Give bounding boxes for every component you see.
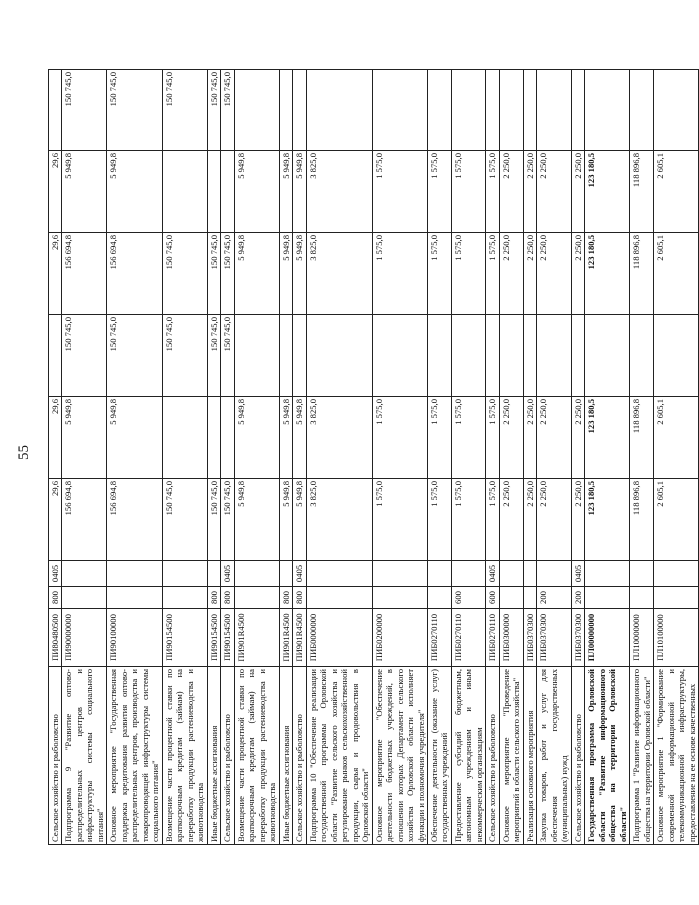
section-code bbox=[523, 561, 536, 587]
budget-table bbox=[48, 69, 699, 845]
section-code: 0405 bbox=[571, 561, 584, 587]
target-article-code: ПИ901R4500 bbox=[293, 609, 306, 667]
row-name: Подпрограмма 1 "Развитие информационного общества на территории Орловской области" bbox=[630, 667, 654, 845]
amount-total-2: 2 250,0 bbox=[571, 233, 584, 315]
amount-regional-2: 123 180,5 bbox=[585, 151, 630, 233]
amount-total-1: 3 825,0 bbox=[306, 479, 372, 561]
amount-total-2: 1 575,0 bbox=[372, 233, 427, 315]
target-article-code: ПИ90154500 bbox=[221, 609, 234, 667]
amount-regional-1 bbox=[162, 397, 207, 479]
amount-regional-1: 5 949,8 bbox=[62, 397, 107, 479]
amount-federal-2 bbox=[571, 70, 584, 151]
target-article-code: ПЛ00000000 bbox=[585, 609, 630, 667]
amount-federal-2 bbox=[234, 70, 279, 151]
row-name: Подпрограмма 9 "Развитие оптово-распределительных центров и инфраструктуры системы социального питания" bbox=[62, 667, 107, 845]
expense-type-code: 800 bbox=[207, 587, 220, 609]
amount-regional-2: 2 250,0 bbox=[571, 151, 584, 233]
amount-total-2: 150 745,0 bbox=[207, 233, 220, 315]
target-article-code: ПИ90154500 bbox=[162, 609, 207, 667]
target-article-code: ПИБ0270110 bbox=[451, 609, 485, 667]
expense-type-code bbox=[162, 587, 207, 609]
section-code bbox=[654, 561, 699, 587]
amount-federal-2: 150 745,0 bbox=[207, 70, 220, 151]
amount-federal-2 bbox=[306, 70, 372, 151]
amount-total-1: 5 949,8 bbox=[234, 479, 279, 561]
section-code bbox=[499, 561, 523, 587]
amount-total-2: 1 575,0 bbox=[486, 233, 499, 315]
amount-federal-2 bbox=[279, 70, 292, 151]
table-row bbox=[499, 70, 523, 845]
amount-federal-2 bbox=[372, 70, 427, 151]
amount-regional-2: 2 250,0 bbox=[537, 151, 571, 233]
amount-regional-1: 3 825,0 bbox=[306, 397, 372, 479]
expense-type-code bbox=[523, 587, 536, 609]
row-name: Возмещение части процентной ставки по краткосрочным кредитам (займам) на переработку продукции растениеводства и животноводства bbox=[162, 667, 207, 845]
table-row bbox=[221, 70, 234, 845]
amount-federal-1 bbox=[293, 315, 306, 397]
table-row bbox=[49, 70, 62, 845]
amount-total-2: 2 605,1 bbox=[654, 233, 699, 315]
amount-federal-1 bbox=[372, 315, 427, 397]
table-row bbox=[523, 70, 536, 845]
amount-regional-1: 2 605,1 bbox=[654, 397, 699, 479]
expense-type-code bbox=[654, 587, 699, 609]
table-row bbox=[654, 70, 699, 845]
amount-federal-2 bbox=[630, 70, 654, 151]
table-row bbox=[107, 70, 162, 845]
amount-regional-2: 29,6 bbox=[49, 151, 62, 233]
target-article-code: ПИ90100000 bbox=[107, 609, 162, 667]
amount-regional-1: 1 575,0 bbox=[451, 397, 485, 479]
amount-federal-2: 150 745,0 bbox=[162, 70, 207, 151]
table-row bbox=[306, 70, 372, 845]
row-name: Закупка товаров, работ и услуг для обеспечения государственных (муниципальных) нужд bbox=[537, 667, 571, 845]
amount-regional-1: 5 949,8 bbox=[293, 397, 306, 479]
target-article-code: ПИБ0270110 bbox=[486, 609, 499, 667]
amount-federal-1 bbox=[486, 315, 499, 397]
table-row bbox=[62, 70, 107, 845]
amount-regional-1 bbox=[207, 397, 220, 479]
amount-total-1: 5 949,8 bbox=[293, 479, 306, 561]
expense-type-code: 600 bbox=[486, 587, 499, 609]
row-name: Возмещение части процентной ставки по краткосрочным кредитам (займам) на переработку продукции растениеводства и животноводства bbox=[234, 667, 279, 845]
section-code bbox=[162, 561, 207, 587]
amount-regional-2: 118 896,8 bbox=[630, 151, 654, 233]
section-code bbox=[207, 561, 220, 587]
amount-federal-1: 150 745,0 bbox=[221, 315, 234, 397]
amount-total-1: 118 896,8 bbox=[630, 479, 654, 561]
row-name: Сельское хозяйство и рыболовство bbox=[221, 667, 234, 845]
row-name: Иные бюджетные ассигнования bbox=[207, 667, 220, 845]
amount-federal-1: 150 745,0 bbox=[107, 315, 162, 397]
amount-total-1: 5 949,8 bbox=[279, 479, 292, 561]
row-name: Предоставление субсидий бюджетным, автономным учреждениям и иным некоммерческим организациям bbox=[451, 667, 485, 845]
target-article-code: ПИБ0300000 bbox=[499, 609, 523, 667]
target-article-code: ПИБ0270110 bbox=[427, 609, 451, 667]
amount-total-1: 1 575,0 bbox=[486, 479, 499, 561]
table-row bbox=[537, 70, 571, 845]
row-name: Подпрограмма 10 "Обеспечение реализации государственной программы Орловской области "Развитие сельского хозяйства и регулирование рынков сельскохозяйственной продукции, сырья и продовольствия в Орловской области" bbox=[306, 667, 372, 845]
expense-type-code bbox=[306, 587, 372, 609]
expense-type-code bbox=[427, 587, 451, 609]
amount-federal-2: 150 745,0 bbox=[62, 70, 107, 151]
amount-regional-1: 118 896,8 bbox=[630, 397, 654, 479]
amount-total-1: 1 575,0 bbox=[451, 479, 485, 561]
amount-regional-1: 1 575,0 bbox=[372, 397, 427, 479]
section-code bbox=[107, 561, 162, 587]
amount-federal-1 bbox=[630, 315, 654, 397]
amount-regional-2: 5 949,8 bbox=[62, 151, 107, 233]
amount-total-2: 5 949,8 bbox=[293, 233, 306, 315]
amount-regional-2: 5 949,8 bbox=[279, 151, 292, 233]
amount-total-2: 123 180,5 bbox=[585, 233, 630, 315]
target-article-code: ПИБ0000000 bbox=[306, 609, 372, 667]
amount-federal-2 bbox=[654, 70, 699, 151]
page-number: 55 bbox=[16, 445, 32, 460]
table-row bbox=[451, 70, 485, 845]
expense-type-code: 800 bbox=[279, 587, 292, 609]
amount-federal-1 bbox=[523, 315, 536, 397]
amount-total-2: 29,6 bbox=[49, 233, 62, 315]
amount-federal-1 bbox=[571, 315, 584, 397]
expense-type-code: 200 bbox=[571, 587, 584, 609]
section-code: 0405 bbox=[49, 561, 62, 587]
row-name: Сельское хозяйство и рыболовство bbox=[571, 667, 584, 845]
amount-federal-1 bbox=[234, 315, 279, 397]
amount-regional-2: 1 575,0 bbox=[486, 151, 499, 233]
amount-regional-2: 2 250,0 bbox=[499, 151, 523, 233]
amount-regional-1: 2 250,0 bbox=[499, 397, 523, 479]
table-row bbox=[279, 70, 292, 845]
row-name: Основное мероприятие 1 "Формирование современной информационной и телекоммуникационной инфраструктуры, предоставление на ее основе качественных bbox=[654, 667, 699, 845]
section-code bbox=[279, 561, 292, 587]
expense-type-code: 800 bbox=[293, 587, 306, 609]
expense-type-code bbox=[107, 587, 162, 609]
amount-federal-2 bbox=[451, 70, 485, 151]
amount-federal-1 bbox=[279, 315, 292, 397]
amount-federal-2 bbox=[49, 70, 62, 151]
amount-regional-2: 5 949,8 bbox=[107, 151, 162, 233]
amount-regional-1: 5 949,8 bbox=[107, 397, 162, 479]
target-article-code: ПИ90000000 bbox=[62, 609, 107, 667]
amount-total-2: 156 694,8 bbox=[107, 233, 162, 315]
amount-regional-2: 1 575,0 bbox=[451, 151, 485, 233]
amount-total-1: 2 250,0 bbox=[571, 479, 584, 561]
amount-federal-1 bbox=[585, 315, 630, 397]
row-name: Основное мероприятие "Государственная поддержка кредитования развития оптово-распределительных центров, производства и товаропроводящей инфраструктуры системы социального питания" bbox=[107, 667, 162, 845]
amount-total-1: 29,6 bbox=[49, 479, 62, 561]
table-row bbox=[571, 70, 584, 845]
target-article-code: ПИ90154500 bbox=[207, 609, 220, 667]
amount-regional-2: 5 949,8 bbox=[293, 151, 306, 233]
table-row bbox=[162, 70, 207, 845]
amount-total-2: 150 745,0 bbox=[162, 233, 207, 315]
amount-regional-1: 2 250,0 bbox=[523, 397, 536, 479]
expense-type-code bbox=[585, 587, 630, 609]
amount-federal-2: 150 745,0 bbox=[107, 70, 162, 151]
amount-regional-1: 123 180,5 bbox=[585, 397, 630, 479]
amount-total-2: 5 949,8 bbox=[279, 233, 292, 315]
row-name: Реализация основного мероприятия bbox=[523, 667, 536, 845]
amount-regional-2 bbox=[207, 151, 220, 233]
amount-total-1: 156 694,8 bbox=[107, 479, 162, 561]
table-row bbox=[293, 70, 306, 845]
amount-federal-2 bbox=[499, 70, 523, 151]
section-code bbox=[630, 561, 654, 587]
row-name: Основное мероприятие "Проведение мероприятий в области сельского хозяйства" bbox=[499, 667, 523, 845]
table-row bbox=[207, 70, 220, 845]
target-article-code: ПЛ10000000 bbox=[630, 609, 654, 667]
section-code bbox=[451, 561, 485, 587]
amount-total-2: 1 575,0 bbox=[427, 233, 451, 315]
amount-federal-1 bbox=[49, 315, 62, 397]
amount-total-2: 2 250,0 bbox=[523, 233, 536, 315]
table-row bbox=[427, 70, 451, 845]
target-article-code: ПИБ0370300 bbox=[523, 609, 536, 667]
target-article-code: ПИ901R4500 bbox=[234, 609, 279, 667]
table-row bbox=[585, 70, 630, 845]
amount-total-1: 156 694,8 bbox=[62, 479, 107, 561]
row-name: Государственная программа Орловской области "Развитие информационного общества на территории Орловской области" bbox=[585, 667, 630, 845]
amount-total-2: 118 896,8 bbox=[630, 233, 654, 315]
amount-total-1: 2 605,1 bbox=[654, 479, 699, 561]
row-name: Иные бюджетные ассигнования bbox=[279, 667, 292, 845]
expense-type-code bbox=[234, 587, 279, 609]
target-article-code: ПИБ0200000 bbox=[372, 609, 427, 667]
section-code bbox=[306, 561, 372, 587]
amount-federal-1: 150 745,0 bbox=[162, 315, 207, 397]
row-name: Сельское хозяйство и рыболовство bbox=[486, 667, 499, 845]
amount-total-1: 2 250,0 bbox=[499, 479, 523, 561]
row-name: Сельское хозяйство и рыболовство bbox=[293, 667, 306, 845]
section-code bbox=[585, 561, 630, 587]
amount-federal-2: 150 745,0 bbox=[221, 70, 234, 151]
section-code bbox=[537, 561, 571, 587]
expense-type-code: 600 bbox=[451, 587, 485, 609]
table-row bbox=[234, 70, 279, 845]
target-article-code: ПЛ10100000 bbox=[654, 609, 699, 667]
amount-regional-1: 29,6 bbox=[49, 397, 62, 479]
amount-total-2: 2 250,0 bbox=[499, 233, 523, 315]
amount-federal-1 bbox=[499, 315, 523, 397]
amount-total-2: 2 250,0 bbox=[537, 233, 571, 315]
amount-regional-2 bbox=[221, 151, 234, 233]
section-code bbox=[234, 561, 279, 587]
amount-federal-1 bbox=[537, 315, 571, 397]
amount-regional-1 bbox=[221, 397, 234, 479]
amount-total-1: 1 575,0 bbox=[427, 479, 451, 561]
expense-type-code bbox=[372, 587, 427, 609]
target-article-code: ПИ80480500 bbox=[49, 609, 62, 667]
target-article-code: ПИБ0370300 bbox=[571, 609, 584, 667]
amount-regional-2: 2 250,0 bbox=[523, 151, 536, 233]
expense-type-code bbox=[630, 587, 654, 609]
row-name: Основное мероприятие "Обеспечение деятельности бюджетных учреждений, в отношении которых Департамент сельского хозяйства Орловской области исполняет функции и полномочия учредителя" bbox=[372, 667, 427, 845]
amount-regional-2: 3 825,0 bbox=[306, 151, 372, 233]
amount-regional-1: 2 250,0 bbox=[537, 397, 571, 479]
expense-type-code bbox=[499, 587, 523, 609]
expense-type-code: 800 bbox=[49, 587, 62, 609]
amount-federal-2 bbox=[523, 70, 536, 151]
amount-total-2: 156 694,8 bbox=[62, 233, 107, 315]
section-code bbox=[427, 561, 451, 587]
amount-total-2: 1 575,0 bbox=[451, 233, 485, 315]
amount-federal-1 bbox=[306, 315, 372, 397]
amount-federal-2 bbox=[585, 70, 630, 151]
target-article-code: ПИБ0370300 bbox=[537, 609, 571, 667]
amount-total-1: 123 180,5 bbox=[585, 479, 630, 561]
amount-federal-1: 150 745,0 bbox=[62, 315, 107, 397]
amount-regional-1: 1 575,0 bbox=[427, 397, 451, 479]
amount-total-2: 5 949,8 bbox=[234, 233, 279, 315]
table-row bbox=[486, 70, 499, 845]
amount-regional-1: 2 250,0 bbox=[571, 397, 584, 479]
amount-total-1: 150 745,0 bbox=[221, 479, 234, 561]
row-name: Сельское хозяйство и рыболовство bbox=[49, 667, 62, 845]
section-code: 0405 bbox=[221, 561, 234, 587]
amount-federal-1 bbox=[427, 315, 451, 397]
amount-federal-1 bbox=[451, 315, 485, 397]
amount-total-1: 150 745,0 bbox=[162, 479, 207, 561]
amount-total-1: 2 250,0 bbox=[537, 479, 571, 561]
amount-total-1: 2 250,0 bbox=[523, 479, 536, 561]
expense-type-code bbox=[62, 587, 107, 609]
target-article-code: ПИ901R4500 bbox=[279, 609, 292, 667]
amount-federal-1: 150 745,0 bbox=[207, 315, 220, 397]
amount-total-2: 150 745,0 bbox=[221, 233, 234, 315]
amount-total-1: 150 745,0 bbox=[207, 479, 220, 561]
expense-type-code: 200 bbox=[537, 587, 571, 609]
amount-federal-2 bbox=[293, 70, 306, 151]
amount-regional-1: 5 949,8 bbox=[279, 397, 292, 479]
amount-total-1: 1 575,0 bbox=[372, 479, 427, 561]
amount-regional-1: 5 949,8 bbox=[234, 397, 279, 479]
expense-type-code: 800 bbox=[221, 587, 234, 609]
table-row bbox=[372, 70, 427, 845]
section-code bbox=[372, 561, 427, 587]
amount-federal-1 bbox=[654, 315, 699, 397]
amount-total-2: 3 825,0 bbox=[306, 233, 372, 315]
amount-federal-2 bbox=[486, 70, 499, 151]
section-code: 0405 bbox=[293, 561, 306, 587]
amount-regional-1: 1 575,0 bbox=[486, 397, 499, 479]
amount-regional-2: 5 949,8 bbox=[234, 151, 279, 233]
amount-regional-2: 1 575,0 bbox=[372, 151, 427, 233]
row-name: Обеспечение деятельности (оказание услуг) государственных учреждений bbox=[427, 667, 451, 845]
section-code bbox=[62, 561, 107, 587]
table-row bbox=[630, 70, 654, 845]
amount-regional-2: 2 605,1 bbox=[654, 151, 699, 233]
amount-regional-2 bbox=[162, 151, 207, 233]
amount-federal-2 bbox=[537, 70, 571, 151]
section-code: 0405 bbox=[486, 561, 499, 587]
amount-regional-2: 1 575,0 bbox=[427, 151, 451, 233]
amount-federal-2 bbox=[427, 70, 451, 151]
